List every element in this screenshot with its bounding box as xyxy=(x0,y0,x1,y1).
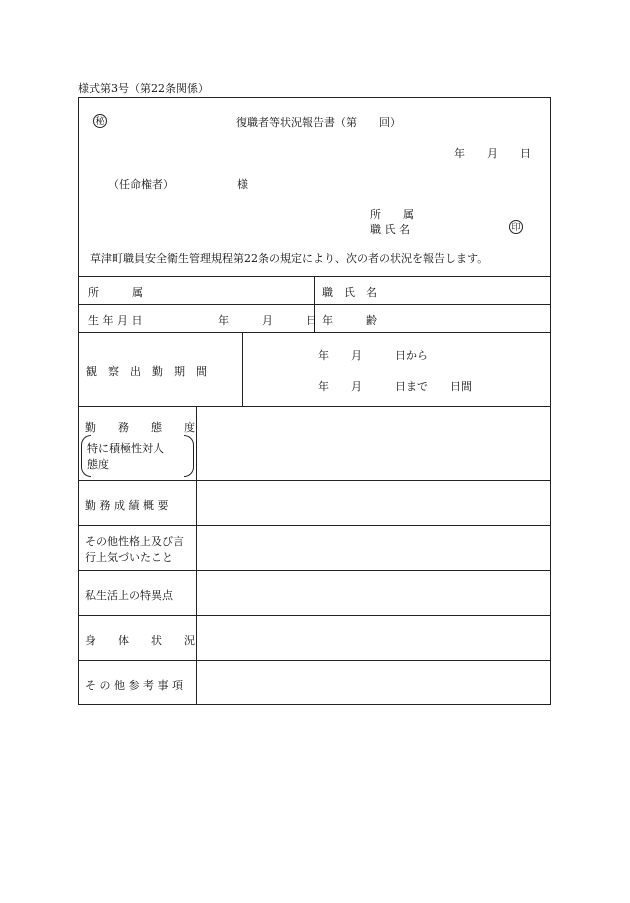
observation-period-label: 観 察 出 勤 期 間 xyxy=(86,365,207,378)
affiliation-label: 所 属 xyxy=(88,286,143,299)
divider xyxy=(78,615,551,616)
divider xyxy=(196,406,197,705)
divider xyxy=(242,332,243,406)
divider xyxy=(78,660,551,661)
form-id: 様式第3号（第22条関係） xyxy=(78,82,209,95)
seal-mark-icon: 印 xyxy=(509,220,523,234)
personality-line1: その他性格上及び言 xyxy=(85,535,184,548)
birth-date-value: 年 月 日 xyxy=(218,314,317,327)
divider xyxy=(78,480,551,481)
divider xyxy=(78,332,551,333)
other-notes-label: そ の 他 参 考 事 項 xyxy=(85,679,183,692)
attitude-paren-line2: 態度 xyxy=(87,458,109,471)
addressee-suffix: 様 xyxy=(237,178,248,191)
paren-right xyxy=(184,435,194,477)
age-label: 年 齢 xyxy=(322,314,377,327)
divider xyxy=(78,570,551,571)
reporter-name-label: 職 氏 名 xyxy=(370,223,410,236)
staff-name-label: 職 氏 名 xyxy=(322,286,377,299)
birth-date-label: 生 年 月 日 xyxy=(88,314,143,327)
reporter-affiliation-label: 所 属 xyxy=(370,208,414,221)
divider xyxy=(78,406,551,407)
physical-condition-label: 身 体 状 況 xyxy=(85,634,195,647)
form-title: 復職者等状況報告書（第 回） xyxy=(236,116,401,129)
performance-label: 勤 務 成 績 概 要 xyxy=(85,499,169,512)
secret-mark-icon: 秘 xyxy=(93,114,107,128)
attitude-paren-line1: 特に積極性対人 xyxy=(87,442,164,455)
report-statement: 草津町職員安全衛生管理規程第22条の規定により、次の者の状況を報告します。 xyxy=(90,252,489,265)
divider xyxy=(78,525,551,526)
period-to: 年 月 日まで 日間 xyxy=(318,380,472,393)
attitude-label: 勤 務 態 度 xyxy=(85,421,195,434)
private-life-label: 私生活上の特異点 xyxy=(85,589,173,602)
report-date: 年 月 日 xyxy=(454,147,531,160)
period-from: 年 月 日から xyxy=(318,349,428,362)
personality-line2: 行上気づいたこと xyxy=(85,551,173,564)
addressee: （任命権者） xyxy=(108,178,174,191)
